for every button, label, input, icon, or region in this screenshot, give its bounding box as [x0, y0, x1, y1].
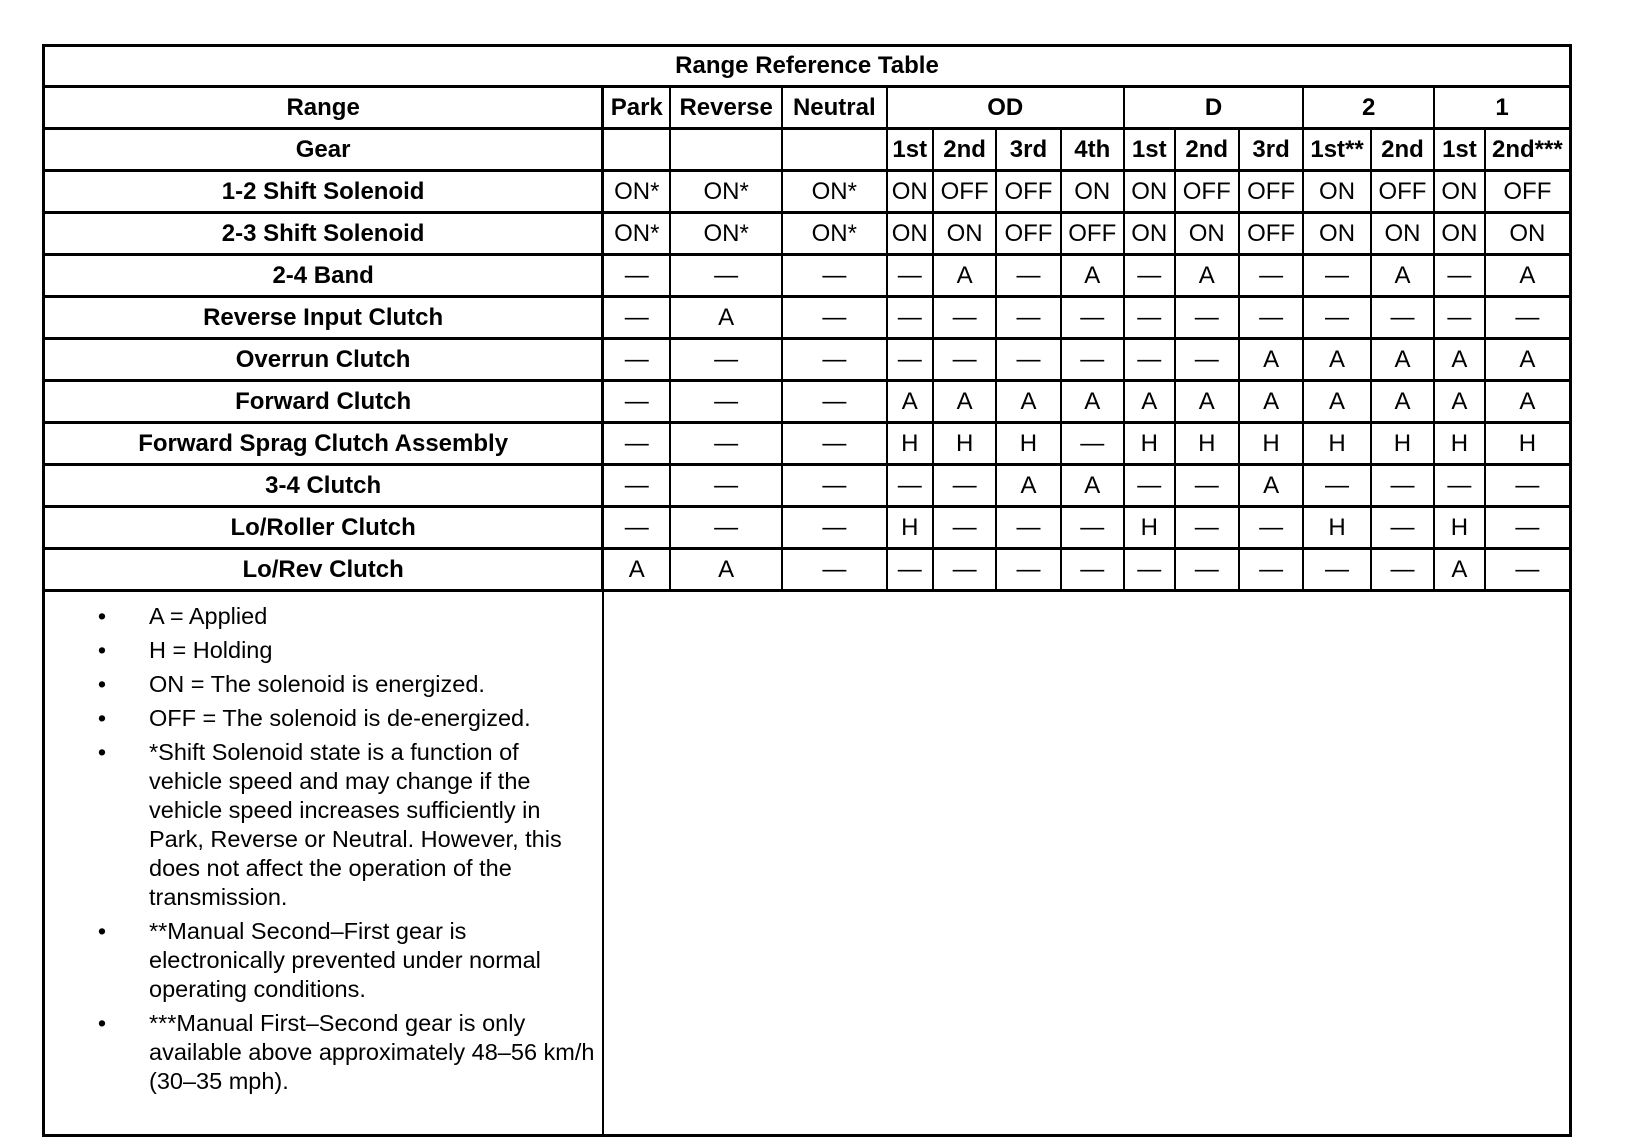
- table-cell: ON*: [603, 171, 671, 213]
- table-cell: —: [782, 339, 886, 381]
- table-cell: —: [887, 339, 933, 381]
- table-cell: H: [1371, 423, 1434, 465]
- table-cell: —: [887, 297, 933, 339]
- range-od: OD: [887, 87, 1124, 129]
- note-item: [95, 704, 596, 733]
- table-cell: H: [887, 423, 933, 465]
- note-text: OFF = The solenoid is de-energized.: [149, 705, 531, 731]
- gear-cell: [670, 129, 782, 171]
- table-cell: —: [782, 465, 886, 507]
- table-cell: ON: [1303, 213, 1371, 255]
- table-cell: —: [1124, 549, 1175, 591]
- gear-cell: 2nd: [933, 129, 996, 171]
- bullet-icon: •: [97, 603, 107, 629]
- table-cell: —: [1303, 255, 1371, 297]
- gear-label: Gear: [44, 129, 603, 171]
- table-cell: —: [887, 549, 933, 591]
- table-cell: —: [603, 423, 671, 465]
- note-text: ON = The solenoid is energized.: [149, 671, 485, 697]
- note-item: [95, 1009, 596, 1096]
- row-label: Overrun Clutch: [44, 339, 603, 381]
- table-cell: —: [782, 255, 886, 297]
- table-cell: —: [1371, 297, 1434, 339]
- notes-row: [44, 591, 1571, 1136]
- table-cell: A: [1485, 255, 1571, 297]
- table-cell: H: [996, 423, 1060, 465]
- table-cell: —: [933, 297, 996, 339]
- table-cell: —: [1371, 507, 1434, 549]
- table-cell: A: [1175, 255, 1239, 297]
- table-row: [44, 507, 1571, 549]
- table-cell: H: [887, 507, 933, 549]
- table-cell: A: [670, 297, 782, 339]
- table-cell: A: [1371, 339, 1434, 381]
- table-cell: OFF: [1485, 171, 1571, 213]
- table-cell: —: [1239, 297, 1303, 339]
- table-cell: ON*: [782, 213, 886, 255]
- table-cell: ON*: [782, 171, 886, 213]
- bullet-icon: •: [97, 739, 107, 765]
- table-cell: —: [1124, 465, 1175, 507]
- table-cell: A: [1434, 339, 1485, 381]
- table-cell: —: [1239, 255, 1303, 297]
- table-cell: —: [603, 507, 671, 549]
- table-cell: H: [1239, 423, 1303, 465]
- gear-cell: 1st: [887, 129, 933, 171]
- table-cell: —: [1124, 297, 1175, 339]
- range-1: 1: [1434, 87, 1570, 129]
- range-d: D: [1124, 87, 1303, 129]
- note-item: [95, 738, 596, 912]
- table-cell: ON: [1434, 213, 1485, 255]
- table-cell: —: [1239, 549, 1303, 591]
- note-item: [95, 636, 596, 665]
- gear-cell: 1st: [1124, 129, 1175, 171]
- table-cell: OFF: [996, 171, 1060, 213]
- table-cell: ON: [1061, 171, 1124, 213]
- table-cell: —: [670, 507, 782, 549]
- table-cell: —: [1175, 549, 1239, 591]
- table-cell: H: [1124, 423, 1175, 465]
- table-title: Range Reference Table: [44, 46, 1571, 87]
- gear-cell: 1st**: [1303, 129, 1371, 171]
- table-cell: —: [1175, 465, 1239, 507]
- table-cell: A: [1175, 381, 1239, 423]
- table-cell: —: [996, 549, 1060, 591]
- table-cell: —: [996, 339, 1060, 381]
- table-cell: ON*: [670, 213, 782, 255]
- range-neutral: Neutral: [782, 87, 886, 129]
- table-row: [44, 213, 1571, 255]
- table-cell: —: [1485, 507, 1571, 549]
- table-cell: A: [1061, 381, 1124, 423]
- table-cell: —: [603, 339, 671, 381]
- range-park: Park: [603, 87, 671, 129]
- table-cell: A: [1124, 381, 1175, 423]
- notes-blank-area: [603, 591, 1571, 1136]
- table-cell: —: [1124, 255, 1175, 297]
- table-cell: —: [1239, 507, 1303, 549]
- table-cell: H: [933, 423, 996, 465]
- table-cell: —: [603, 297, 671, 339]
- table-cell: —: [933, 507, 996, 549]
- table-cell: —: [1303, 297, 1371, 339]
- table-cell: —: [933, 549, 996, 591]
- row-label: Lo/Roller Clutch: [44, 507, 603, 549]
- gear-header-row: [44, 129, 1571, 171]
- table-cell: A: [1434, 549, 1485, 591]
- table-cell: ON*: [670, 171, 782, 213]
- table-cell: ON: [1434, 171, 1485, 213]
- table-row: [44, 549, 1571, 591]
- table-cell: A: [1303, 381, 1371, 423]
- note-item: [95, 917, 596, 1004]
- gear-cell: 2nd: [1175, 129, 1239, 171]
- table-cell: —: [1485, 549, 1571, 591]
- table-row: [44, 339, 1571, 381]
- table-cell: —: [933, 465, 996, 507]
- note-text: **Manual Second–First gear is electronically prevented under normal operating conditions.: [149, 918, 541, 1002]
- note-text: A = Applied: [149, 603, 268, 629]
- gear-cell: 1st: [1434, 129, 1485, 171]
- table-cell: ON: [1175, 213, 1239, 255]
- table-cell: A: [1485, 339, 1571, 381]
- table-cell: OFF: [996, 213, 1060, 255]
- bullet-icon: •: [97, 918, 107, 944]
- note-text: *Shift Solenoid state is a function of vehicle speed and may change if the vehicle speed increases sufficiently in Park, Reverse or Neutral. However, this does not affect the operation of the transmission.: [149, 739, 562, 910]
- table-cell: —: [996, 507, 1060, 549]
- table-cell: A: [933, 381, 996, 423]
- table-cell: —: [1434, 465, 1485, 507]
- table-row: [44, 423, 1571, 465]
- table-cell: ON: [1124, 171, 1175, 213]
- table-cell: —: [1303, 549, 1371, 591]
- table-cell: H: [1303, 507, 1371, 549]
- table-cell: A: [1061, 465, 1124, 507]
- table-cell: H: [1175, 423, 1239, 465]
- table-cell: ON: [1485, 213, 1571, 255]
- table-cell: —: [782, 549, 886, 591]
- table-cell: —: [1175, 507, 1239, 549]
- table-cell: —: [670, 465, 782, 507]
- table-cell: OFF: [1239, 213, 1303, 255]
- bullet-icon: •: [97, 637, 107, 663]
- notes-list: [95, 602, 596, 1096]
- notes-cell: [44, 591, 603, 1136]
- table-cell: OFF: [1239, 171, 1303, 213]
- note-item: [95, 670, 596, 699]
- row-label: 3-4 Clutch: [44, 465, 603, 507]
- table-cell: A: [1371, 381, 1434, 423]
- table-cell: ON: [1371, 213, 1434, 255]
- gear-cell: [603, 129, 671, 171]
- table-cell: —: [1434, 255, 1485, 297]
- table-cell: —: [933, 339, 996, 381]
- table-cell: —: [1061, 549, 1124, 591]
- table-cell: ON: [933, 213, 996, 255]
- table-cell: —: [1175, 297, 1239, 339]
- table-row: [44, 255, 1571, 297]
- row-label: Reverse Input Clutch: [44, 297, 603, 339]
- bullet-icon: •: [97, 671, 107, 697]
- table-cell: A: [996, 381, 1060, 423]
- table-cell: H: [1303, 423, 1371, 465]
- table-cell: —: [670, 381, 782, 423]
- table-cell: A: [603, 549, 671, 591]
- table-cell: —: [603, 255, 671, 297]
- row-label: Forward Clutch: [44, 381, 603, 423]
- table-cell: —: [1061, 423, 1124, 465]
- table-cell: —: [1371, 465, 1434, 507]
- table-cell: A: [996, 465, 1060, 507]
- gear-cell: 2nd: [1371, 129, 1434, 171]
- gear-cell: 4th: [1061, 129, 1124, 171]
- table-cell: —: [1061, 507, 1124, 549]
- table-cell: —: [670, 255, 782, 297]
- range-reverse: Reverse: [670, 87, 782, 129]
- table-cell: H: [1485, 423, 1571, 465]
- table-cell: ON: [887, 171, 933, 213]
- bullet-icon: •: [97, 1010, 107, 1036]
- gear-cell: 2nd***: [1485, 129, 1571, 171]
- table-cell: —: [996, 297, 1060, 339]
- table-cell: A: [933, 255, 996, 297]
- row-label: Lo/Rev Clutch: [44, 549, 603, 591]
- table-cell: —: [1175, 339, 1239, 381]
- table-cell: A: [1485, 381, 1571, 423]
- table-cell: —: [782, 297, 886, 339]
- table-row: [44, 297, 1571, 339]
- table-cell: —: [1061, 339, 1124, 381]
- table-cell: OFF: [933, 171, 996, 213]
- table-cell: —: [1434, 297, 1485, 339]
- table-cell: ON*: [603, 213, 671, 255]
- table-cell: H: [1434, 423, 1485, 465]
- table-cell: OFF: [1175, 171, 1239, 213]
- table-cell: —: [887, 465, 933, 507]
- table-cell: —: [1485, 465, 1571, 507]
- table-cell: —: [603, 381, 671, 423]
- table-cell: A: [1061, 255, 1124, 297]
- note-text: H = Holding: [149, 637, 273, 663]
- table-cell: H: [1124, 507, 1175, 549]
- gear-cell: 3rd: [1239, 129, 1303, 171]
- table-row: [44, 171, 1571, 213]
- table-cell: A: [887, 381, 933, 423]
- table-cell: H: [1434, 507, 1485, 549]
- range-2: 2: [1303, 87, 1434, 129]
- table-cell: —: [1303, 465, 1371, 507]
- table-row: [44, 381, 1571, 423]
- note-text: ***Manual First–Second gear is only available above approximately 48–56 km/h (30–35 mph).: [149, 1010, 595, 1094]
- table-cell: —: [1061, 297, 1124, 339]
- table-cell: OFF: [1371, 171, 1434, 213]
- table-cell: ON: [887, 213, 933, 255]
- table-cell: ON: [1303, 171, 1371, 213]
- row-label: 2-4 Band: [44, 255, 603, 297]
- table-cell: A: [1239, 465, 1303, 507]
- table-cell: —: [996, 255, 1060, 297]
- table-cell: OFF: [1061, 213, 1124, 255]
- gear-cell: [782, 129, 886, 171]
- table-cell: —: [1371, 549, 1434, 591]
- title-row: [44, 46, 1571, 87]
- table-cell: —: [887, 255, 933, 297]
- table-cell: A: [1239, 381, 1303, 423]
- range-reference-table: [42, 44, 1572, 1137]
- table-cell: A: [1434, 381, 1485, 423]
- table-cell: A: [1371, 255, 1434, 297]
- range-header-row: [44, 87, 1571, 129]
- table-cell: —: [670, 423, 782, 465]
- row-label: 2-3 Shift Solenoid: [44, 213, 603, 255]
- table-cell: A: [1303, 339, 1371, 381]
- table-cell: A: [670, 549, 782, 591]
- table-cell: ON: [1124, 213, 1175, 255]
- table-cell: —: [1124, 339, 1175, 381]
- bullet-icon: •: [97, 705, 107, 731]
- table-cell: —: [1485, 297, 1571, 339]
- row-label: Forward Sprag Clutch Assembly: [44, 423, 603, 465]
- gear-cell: 3rd: [996, 129, 1060, 171]
- table-cell: A: [1239, 339, 1303, 381]
- table-cell: —: [782, 423, 886, 465]
- note-item: [95, 602, 596, 631]
- range-label: Range: [44, 87, 603, 129]
- table-cell: —: [603, 465, 671, 507]
- table-cell: —: [670, 339, 782, 381]
- table-cell: —: [782, 507, 886, 549]
- row-label: 1-2 Shift Solenoid: [44, 171, 603, 213]
- table-row: [44, 465, 1571, 507]
- table-cell: —: [782, 381, 886, 423]
